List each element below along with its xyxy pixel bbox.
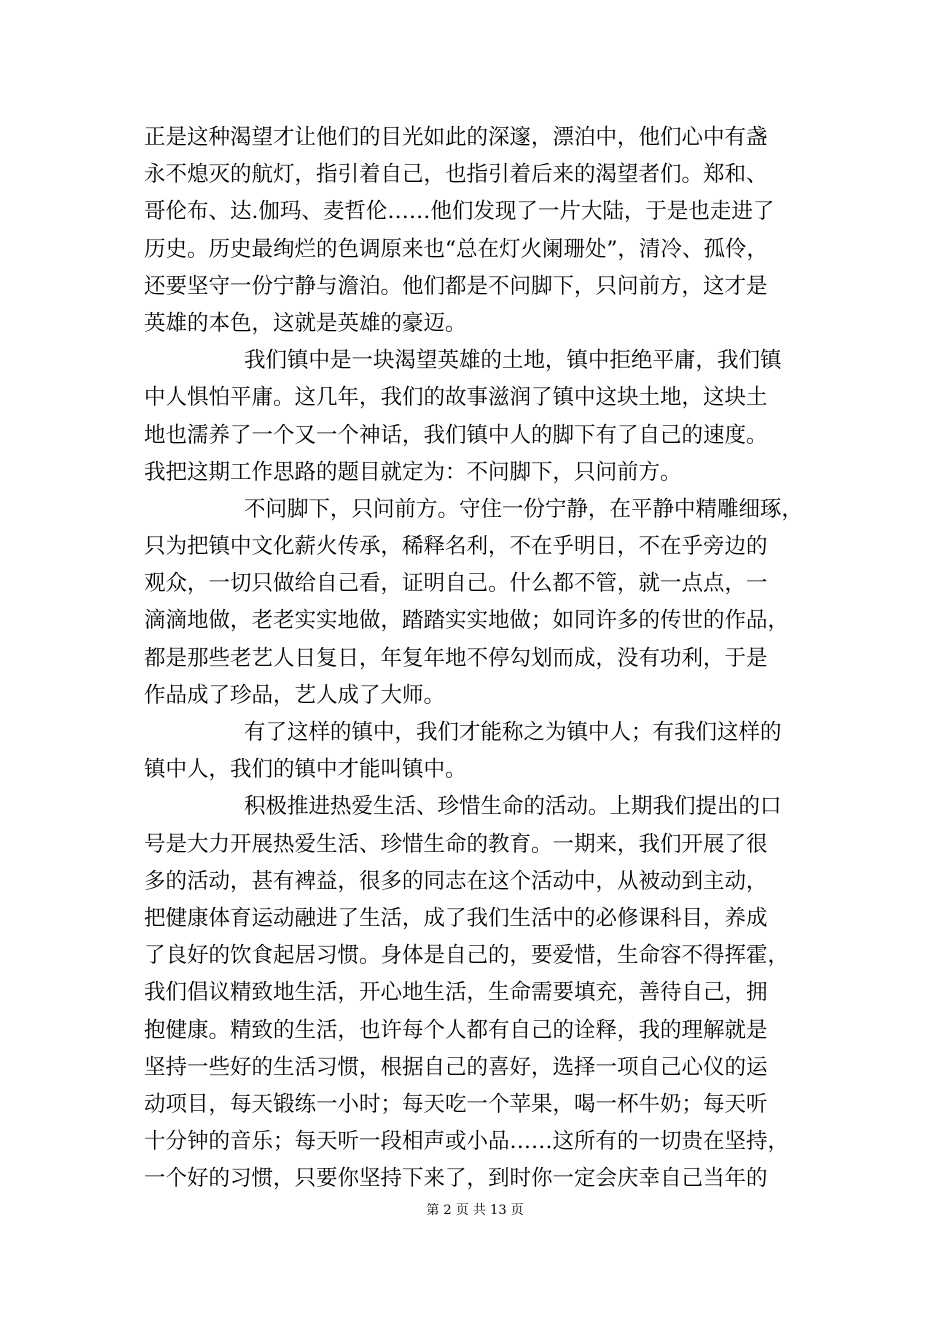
- text-line: 积极推进热爱生活、珍惜生命的活动。上期我们提出的口: [244, 794, 782, 820]
- text-line: 观众，一切只做给自己看，证明自己。什么都不管，就一点点，一: [144, 571, 768, 597]
- text-line: 滴滴地做，老老实实地做，踏踏实实地做；如同许多的传世的作品，: [144, 608, 790, 634]
- document-body: [144, 119, 809, 1197]
- text-line: 了良好的饮食起居习惯。身体是自己的，要爱惜，生命容不得挥霍，: [144, 943, 790, 969]
- text-line: 不问脚下，只问前方。守住一份宁静，在平静中精雕细琢，: [244, 496, 804, 522]
- text-line: 正是这种渴望才让他们的目光如此的深邃，漂泊中，他们心中有盏: [144, 125, 768, 150]
- text-line: 坚持一些好的生活习惯，根据自己的喜好，选择一项自己心仪的运: [144, 1054, 768, 1080]
- text-line: 我们倡议精致地生活，开心地生活，生命需要填充，善待自己，拥: [144, 980, 768, 1006]
- text-line: 历史。历史最绚烂的色调原来也“总在灯火阑珊处”，清冷、孤伶，: [144, 236, 768, 262]
- text-line: 永不熄灭的航灯，指引着自己，也指引着后来的渴望者们。郑和、: [144, 162, 768, 188]
- text-line: 一个好的习惯，只要你坚持下来了，到时你一定会庆幸自己当年的: [144, 1166, 768, 1192]
- text-line: 多的活动，甚有裨益，很多的同志在这个活动中，从被动到主动，: [144, 868, 768, 894]
- text-line: 地也濡养了一个又一个神话，我们镇中人的脚下有了自己的速度。: [144, 422, 768, 448]
- text-line: 中人惧怕平庸。这几年，我们的故事滋润了镇中这块土地，这块土: [144, 385, 768, 411]
- text-line: 抱健康。精致的生活，也许每个人都有自己的诠释，我的理解就是: [144, 1017, 768, 1043]
- page-footer: [0, 1203, 950, 1219]
- text-line: 镇中人，我们的镇中才能叫镇中。: [144, 757, 467, 783]
- text-line: 我把这期工作思路的题目就定为：不问脚下，只问前方。: [144, 459, 682, 485]
- text-line: 作品成了珍品，艺人成了大师。: [144, 682, 446, 708]
- text-line: 哥伦布、达.伽玛、麦哲伦……他们发现了一片大陆，于是也走进了: [144, 199, 775, 225]
- text-line: 把健康体育运动融进了生活，成了我们生活中的必修课科目，养成: [144, 905, 768, 931]
- text-line: 有了这样的镇中，我们才能称之为镇中人；有我们这样的: [244, 720, 782, 745]
- text-line: 还要坚守一份宁静与澹泊。他们都是不问脚下，只问前方，这才是: [144, 273, 768, 299]
- page-number-label: 第 2 页 共 13 页: [426, 1203, 524, 1218]
- text-line: 号是大力开展热爱生活、珍惜生命的教育。一期来，我们开展了很: [144, 831, 768, 857]
- text-line: 英雄的本色，这就是英雄的豪迈。: [144, 310, 467, 336]
- text-line: 只为把镇中文化薪火传承，稀释名利，不在乎明日，不在乎旁边的: [144, 534, 768, 560]
- text-line: 十分钟的音乐；每天听一段相声或小品……这所有的一切贵在坚持，: [144, 1129, 790, 1155]
- text-line: 我们镇中是一块渴望英雄的土地，镇中拒绝平庸，我们镇: [244, 348, 782, 374]
- text-line: 都是那些老艺人日复日，年复年地不停勾划而成，没有功利，于是: [144, 645, 768, 671]
- text-line: 动项目，每天锻练一小时；每天吃一个苹果，喝一杯牛奶；每天听: [144, 1091, 768, 1117]
